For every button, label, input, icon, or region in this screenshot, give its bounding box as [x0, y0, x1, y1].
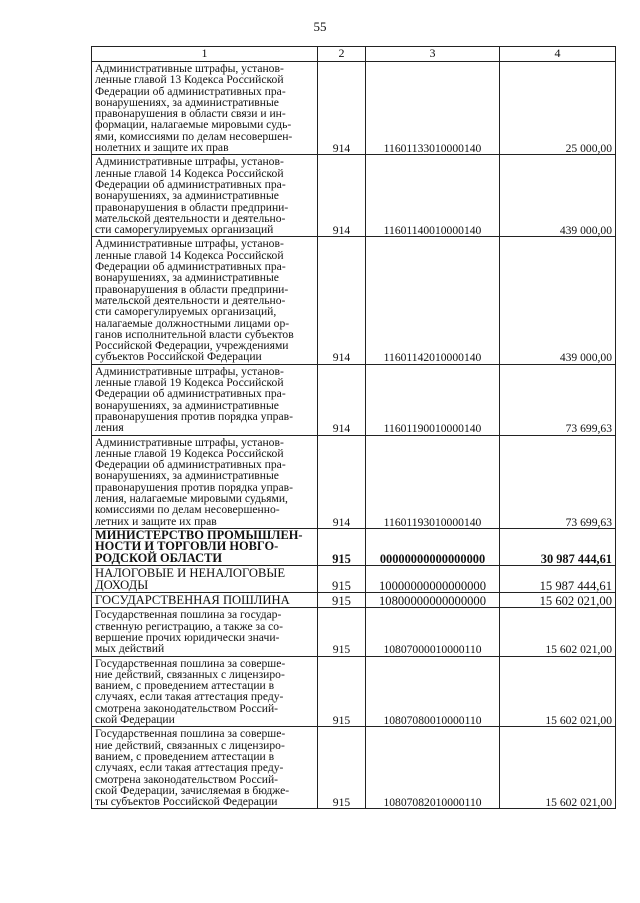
row-name	[92, 727, 318, 809]
row-name-line: сти саморегулируемых организаций	[95, 223, 274, 237]
row-name-line: субъектов Российской Федерации	[95, 350, 262, 364]
revenue-table	[91, 46, 616, 809]
table-row	[92, 727, 616, 809]
admin-code: 914	[318, 364, 366, 435]
column-header: 3	[366, 47, 500, 62]
row-name-line: вершение прочих юридически значи-	[95, 630, 280, 644]
row-name-line: ты субъектов Российской Федерации	[95, 795, 278, 809]
row-name-line: Государственная пошлина за государ-	[95, 608, 282, 622]
table-row	[92, 435, 616, 528]
admin-code: 914	[318, 155, 366, 237]
table-row	[92, 656, 616, 727]
row-name-line: ленные главой 14 Кодекса Российской	[95, 248, 284, 262]
budget-classification-code: 10807080010000110	[366, 656, 500, 727]
amount: 25 000,00	[500, 62, 616, 155]
budget-classification-code: 11601140010000140	[366, 155, 500, 237]
table-row	[92, 566, 616, 593]
row-name-line: Федерации об административных пра-	[95, 260, 286, 274]
budget-classification-code: 11601133010000140	[366, 62, 500, 155]
row-name-line: правонарушения против порядка управ-	[95, 480, 293, 494]
row-name-line: Государственная пошлина за соверше-	[95, 727, 286, 741]
row-name-line: НАЛОГОВЫЕ И НЕНАЛОГОВЫЕ	[95, 566, 286, 581]
admin-code: 915	[318, 566, 366, 593]
amount: 15 602 021,00	[500, 727, 616, 809]
admin-code: 915	[318, 528, 366, 566]
row-name-line: ганов исполнительной власти субъектов	[95, 327, 294, 341]
table-row	[92, 62, 616, 155]
row-name	[92, 364, 318, 435]
page-number: 55	[313, 19, 327, 34]
row-name-line: сти саморегулируемых организаций,	[95, 305, 277, 319]
row-name-line: Административные штрафы, установ-	[95, 237, 284, 251]
admin-code: 915	[318, 593, 366, 608]
row-name-line: случаях, если такая аттестация преду-	[95, 761, 284, 775]
row-name	[92, 566, 318, 593]
row-name-line: ГОСУДАРСТВЕННАЯ ПОШЛИНА	[95, 593, 290, 608]
row-name-line: ления	[95, 421, 124, 435]
table-row	[92, 237, 616, 364]
row-name-line: правонарушения против порядка управ-	[95, 409, 293, 423]
row-name-line: Федерации об административных пра-	[95, 387, 286, 401]
row-name	[92, 528, 318, 566]
row-name-line: РОДСКОЙ ОБЛАСТИ	[95, 550, 222, 565]
budget-classification-code: 10800000000000000	[366, 593, 500, 608]
budget-classification-code: 11601142010000140	[366, 237, 500, 364]
row-name	[92, 435, 318, 528]
row-name-line: НОСТИ И ТОРГОВЛИ НОВГО-	[95, 539, 279, 554]
row-name-line: ленные главой 14 Кодекса Российской	[95, 166, 284, 180]
row-name-line: нолетних и защите их прав	[95, 141, 229, 155]
row-name-line: ления, налагаемые мировыми судьями,	[95, 491, 288, 505]
row-name-line: ние действий, связанных с лицензиро-	[95, 667, 285, 681]
row-name-line: ской Федерации	[95, 713, 175, 727]
row-name-line: ванием, с проведением аттестации в	[95, 749, 275, 763]
amount: 73 699,63	[500, 364, 616, 435]
row-name-line: Российской Федерации, учреждениями	[95, 339, 289, 353]
row-name-line: налагаемые должностными лицами ор-	[95, 316, 290, 330]
row-name-line: Административные штрафы, установ-	[95, 155, 284, 169]
row-name-line: вонарушениях, за административные	[95, 469, 279, 483]
amount: 30 987 444,61	[500, 528, 616, 566]
row-name-line: вонарушениях, за административные	[95, 95, 279, 109]
row-name-line: вонарушениях, за административные	[95, 189, 279, 203]
column-header: 1	[92, 47, 318, 62]
admin-code: 915	[318, 727, 366, 809]
row-name-line: МИНИСТЕРСТВО ПРОМЫШЛЕН-	[95, 527, 303, 542]
row-name-line: Государственная пошлина за соверше-	[95, 656, 286, 670]
table-row	[92, 593, 616, 608]
budget-classification-code: 10807000010000110	[366, 608, 500, 656]
row-name-line: ями, комиссиями по делам несовершен-	[95, 129, 293, 143]
row-name	[92, 593, 318, 608]
row-name-line: правонарушения в области предприни-	[95, 282, 289, 296]
row-name-line: комиссиями по делам несовершенно-	[95, 503, 280, 517]
admin-code: 915	[318, 656, 366, 727]
row-name-line: ленные главой 19 Кодекса Российской	[95, 446, 284, 460]
row-name-line: Федерации об административных пра-	[95, 458, 286, 472]
row-name-line: смотрена законодательством Россий-	[95, 701, 279, 715]
column-header: 4	[500, 47, 616, 62]
row-name-line: правонарушения в области связи и ин-	[95, 107, 286, 121]
budget-classification-code: 10807082010000110	[366, 727, 500, 809]
table-row	[92, 528, 616, 566]
row-name-line: мых действий	[95, 642, 165, 656]
admin-code: 914	[318, 237, 366, 364]
table-row	[92, 608, 616, 656]
row-name-line: летних и защите их прав	[95, 514, 217, 528]
row-name-line: смотрена законодательством Россий-	[95, 772, 279, 786]
row-name-line: Административные штрафы, установ-	[95, 62, 284, 75]
table-header-row	[92, 47, 616, 62]
row-name	[92, 608, 318, 656]
row-name-line: Административные штрафы, установ-	[95, 435, 284, 449]
row-name-line: вонарушениях, за административные	[95, 271, 279, 285]
row-name-line: ленные главой 13 Кодекса Российской	[95, 73, 284, 87]
row-name-line: правонарушения в области предприни-	[95, 200, 289, 214]
admin-code: 914	[318, 435, 366, 528]
row-name-line: ние действий, связанных с лицензиро-	[95, 738, 285, 752]
amount: 439 000,00	[500, 237, 616, 364]
amount: 15 602 021,00	[500, 608, 616, 656]
amount: 439 000,00	[500, 155, 616, 237]
table-row	[92, 364, 616, 435]
row-name-line: Федерации об административных пра-	[95, 84, 286, 98]
amount: 73 699,63	[500, 435, 616, 528]
row-name-line: мательской деятельности и деятельно-	[95, 293, 286, 307]
row-name	[92, 656, 318, 727]
amount: 15 987 444,61	[500, 566, 616, 593]
admin-code: 914	[318, 62, 366, 155]
budget-classification-code: 10000000000000000	[366, 566, 500, 593]
table-row	[92, 155, 616, 237]
row-name-line: формации, налагаемые мировыми судь-	[95, 118, 292, 132]
row-name-line: Административные штрафы, установ-	[95, 364, 284, 378]
row-name-line: Федерации об административных пра-	[95, 177, 286, 191]
row-name-line: ской Федерации, зачисляемая в бюдже-	[95, 783, 290, 797]
row-name-line: ДОХОДЫ	[95, 578, 149, 593]
row-name-line: ванием, с проведением аттестации в	[95, 679, 275, 693]
amount: 15 602 021,00	[500, 593, 616, 608]
budget-classification-code: 00000000000000000	[366, 528, 500, 566]
row-name	[92, 155, 318, 237]
row-name	[92, 237, 318, 364]
amount: 15 602 021,00	[500, 656, 616, 727]
row-name-line: ленные главой 19 Кодекса Российской	[95, 376, 284, 390]
row-name	[92, 62, 318, 155]
admin-code: 915	[318, 608, 366, 656]
column-header: 2	[318, 47, 366, 62]
row-name-line: вонарушениях, за административные	[95, 398, 279, 412]
budget-classification-code: 11601193010000140	[366, 435, 500, 528]
budget-classification-code: 11601190010000140	[366, 364, 500, 435]
row-name-line: ственную регистрацию, а также за со-	[95, 619, 283, 633]
row-name-line: случаях, если такая аттестация преду-	[95, 690, 284, 704]
row-name-line: мательской деятельности и деятельно-	[95, 211, 286, 225]
